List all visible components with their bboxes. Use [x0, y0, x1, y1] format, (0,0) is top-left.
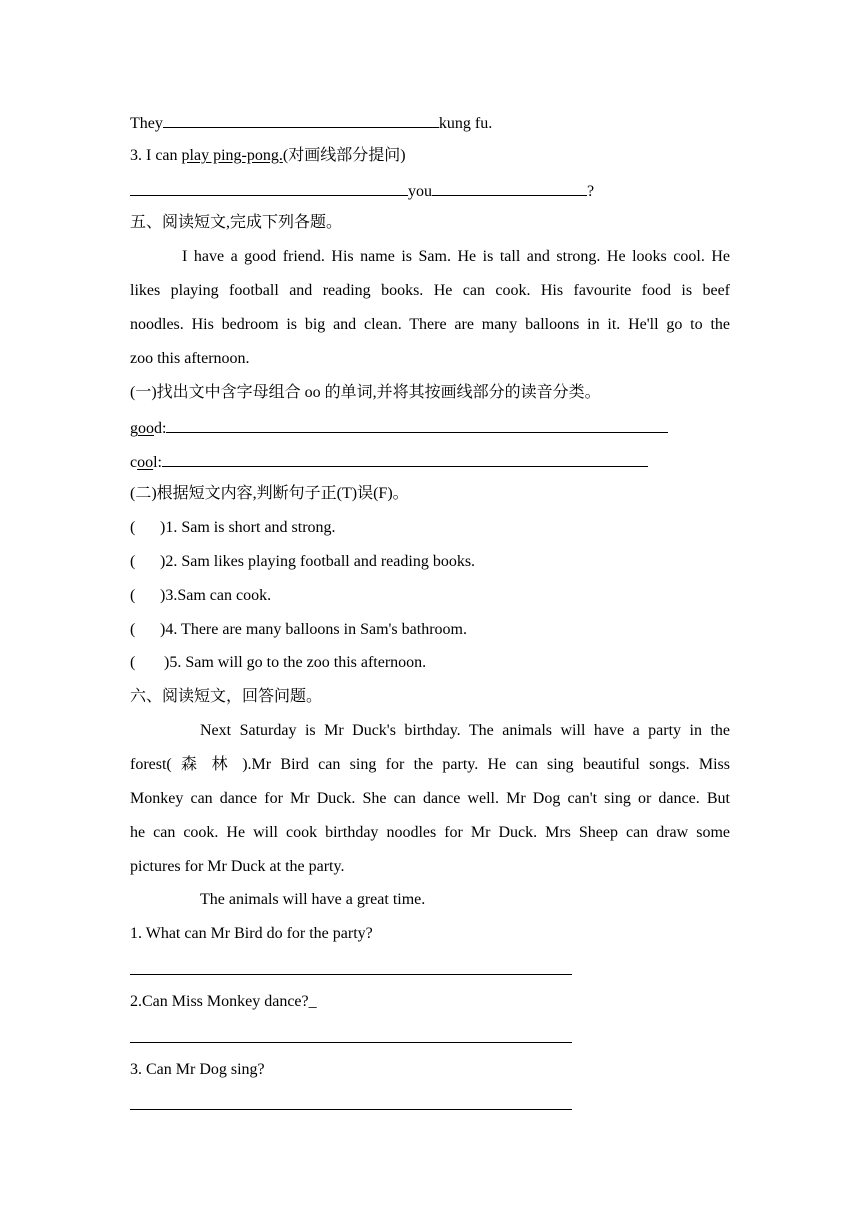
- tf-item: [130, 585, 730, 607]
- answer-blank[interactable]: [166, 416, 668, 433]
- passage-6-line: Next Saturday is Mr Duck's birthday. The animals will have a party in the: [200, 722, 730, 739]
- question-2: 2.Can Miss Monkey dance?_: [130, 993, 317, 1010]
- passage-5-line: I have a good friend. His name is Sam. He is tall and strong. He looks cool. He: [182, 248, 730, 265]
- tf-statement: )1. Sam is short and strong.: [160, 519, 336, 536]
- answer-line-2[interactable]: [130, 1042, 572, 1043]
- tf-statement: )3.Sam can cook.: [160, 587, 272, 604]
- cool-label: c: [130, 454, 138, 471]
- passage-5-line: noodles. His bedroom is big and clean. There are many balloons in it. He'll go to the: [130, 316, 730, 333]
- question-q3: [130, 145, 730, 167]
- answer-line-3[interactable]: [130, 1109, 572, 1110]
- tf-answer-slot[interactable]: (: [130, 587, 136, 604]
- tf-item: [130, 551, 730, 573]
- q3-question-mark: ?: [587, 183, 595, 200]
- good-label-underlined: oo: [138, 420, 154, 437]
- q3-instruction: (对画线部分提问): [282, 147, 406, 164]
- q3-answer-line: [130, 179, 730, 201]
- sentence-q2: [130, 111, 730, 133]
- question-3: 3. Can Mr Dog sing?: [130, 1061, 265, 1078]
- passage-6-line: forest( 森 林 ).Mr Bird can sing for the party. He can sing beautiful songs. Miss: [130, 756, 730, 773]
- q3-prefix: 3. I can: [130, 147, 182, 164]
- answer-blank[interactable]: [130, 179, 408, 196]
- tf-answer-slot[interactable]: (: [130, 519, 136, 536]
- answer-blank[interactable]: [162, 450, 648, 467]
- tf-answer-slot[interactable]: (: [130, 553, 136, 570]
- cool-row: [130, 450, 730, 472]
- tf-answer-slot[interactable]: (: [130, 621, 136, 638]
- q2-start: They: [130, 115, 163, 132]
- answer-line-1[interactable]: [130, 974, 572, 975]
- passage-6-closing: The animals will have a great time.: [200, 891, 426, 908]
- passage-6-line: Monkey can dance for Mr Duck. She can dance well. Mr Dog can't sing or dance. But: [130, 790, 730, 807]
- tf-statement: )5. Sam will go to the zoo this afternoon.: [164, 654, 427, 671]
- section-5-heading: 五、阅读短文,完成下列各题。: [130, 214, 343, 231]
- tf-item: [130, 619, 730, 641]
- tf-item: [130, 652, 730, 674]
- good-label: d:: [154, 420, 167, 437]
- section-6-heading: 六、阅读短文，回答问题。: [130, 688, 323, 705]
- passage-6-line: pictures for Mr Duck at the party.: [130, 858, 345, 875]
- cool-label: l:: [153, 454, 162, 471]
- answer-blank[interactable]: [163, 111, 439, 128]
- passage-6-line: he can cook. He will cook birthday noodles for Mr Duck. Mrs Sheep can draw some: [130, 824, 730, 841]
- passage-5-line: zoo this afternoon.: [130, 350, 250, 367]
- answer-blank[interactable]: [432, 179, 587, 196]
- part-2-heading: (二)根据短文内容,判断句子正(T)误(F)。: [130, 485, 409, 502]
- good-row: [130, 416, 730, 438]
- tf-item: [130, 517, 730, 539]
- passage-5-line: likes playing football and reading books. He can cook. His favourite food is beef: [130, 282, 730, 299]
- good-label: g: [130, 420, 138, 437]
- q3-you: you: [408, 183, 432, 200]
- tf-answer-slot[interactable]: (: [130, 654, 136, 671]
- part-1-heading: (一)找出文中含字母组合 oo 的单词,并将其按画线部分的读音分类。: [130, 384, 601, 401]
- cool-label-underlined: oo: [137, 454, 154, 471]
- question-1: 1. What can Mr Bird do for the party?: [130, 925, 373, 942]
- tf-statement: )2. Sam likes playing football and reading books.: [160, 553, 476, 570]
- q2-end: kung fu.: [438, 115, 493, 132]
- tf-statement: )4. There are many balloons in Sam's bathroom.: [160, 621, 467, 638]
- q3-underlined-phrase: play ping-pong.: [181, 147, 283, 164]
